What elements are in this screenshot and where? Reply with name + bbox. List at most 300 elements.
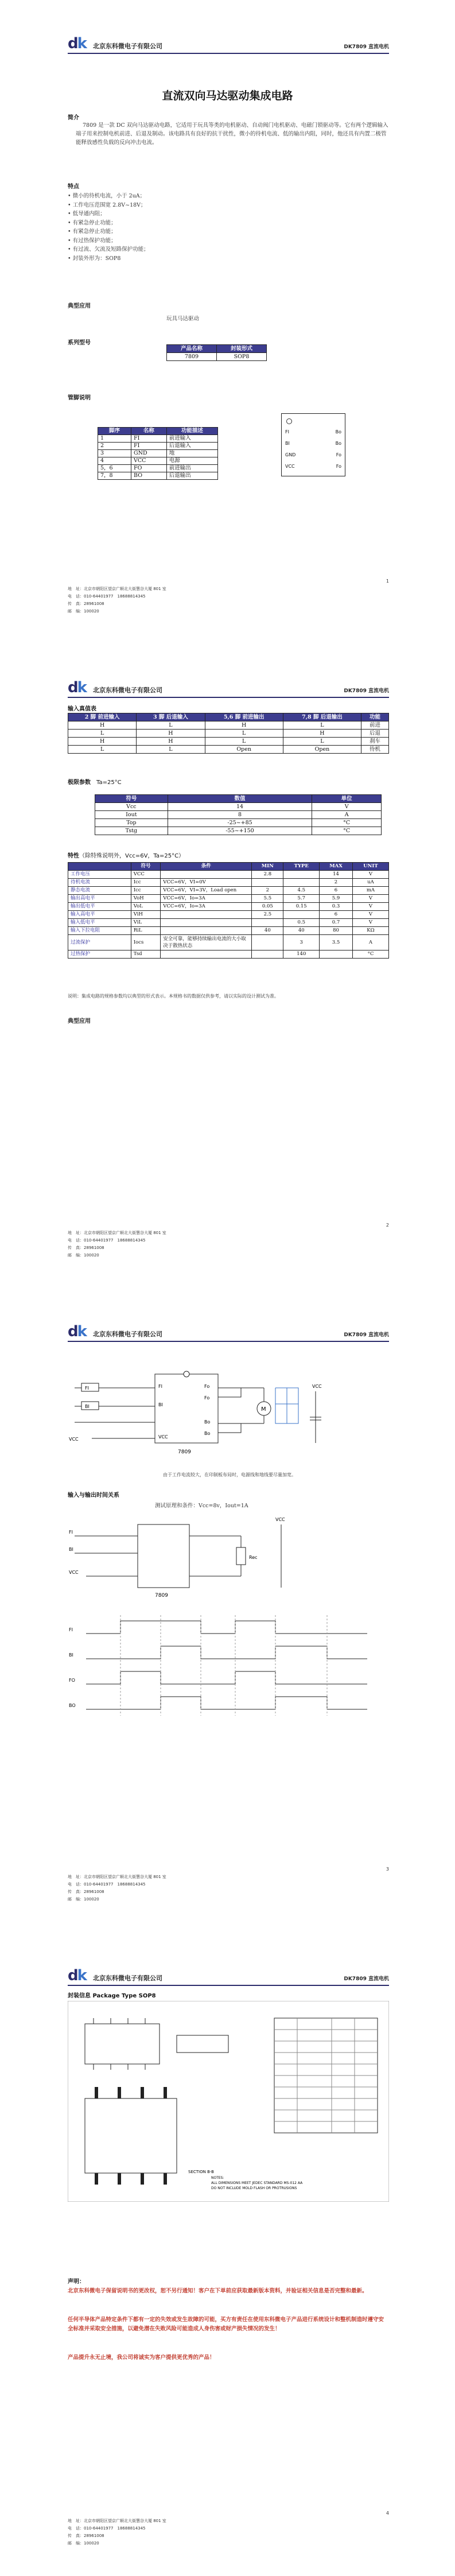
pin-cell: FO (131, 465, 167, 472)
capacitor-icon (310, 1391, 321, 1443)
pin-col-desc: 功能描述 (166, 428, 217, 435)
footer-fax: 28961008 (84, 1890, 104, 1894)
footer-fax: 28961008 (84, 1246, 104, 1250)
chip-pin-right: Fo (336, 464, 341, 469)
table-row (98, 472, 218, 480)
circuit-pin-label: BI (158, 1402, 163, 1407)
elec-cell: VoL (131, 903, 161, 911)
circuit-vcc-label: VCC (312, 1384, 322, 1389)
chip-pin-right: Bo (335, 441, 341, 446)
footer-address: 北京市朝阳区望京广顺北大街慧谷大厦 801 室 (84, 2519, 166, 2523)
footer-label: 邮 编： (68, 609, 84, 614)
test-output-wires (189, 1524, 281, 1588)
drawing-frame (68, 2001, 389, 2202)
test-circuit (69, 1513, 379, 1599)
footer-label: 传 真： (68, 602, 84, 606)
page-2 (0, 644, 455, 1288)
footer-label: 电 话： (68, 1238, 84, 1243)
pin-cell: FI (131, 443, 167, 450)
limits-cell: A (312, 811, 382, 819)
truth-cell: H (137, 730, 205, 738)
elec-cell: 6 (320, 887, 353, 895)
page-footer (68, 1223, 389, 1259)
elec-param: 输出高电平 (68, 895, 131, 903)
elec-cell: 2 (320, 879, 353, 887)
limits-cell: Vcc (95, 803, 168, 811)
footer-phone: 010-64401977 18688814345 (84, 2526, 146, 2531)
page-header (68, 1968, 389, 1986)
elec-cell: V (352, 871, 388, 879)
circuit-pin-label: Bo (204, 1419, 211, 1425)
circuit-input-label: FI (85, 1386, 89, 1391)
truth-cell: H (68, 738, 137, 746)
table-row (68, 746, 389, 754)
circuit-pin-label: FI (158, 1384, 162, 1389)
table-row (95, 811, 382, 819)
svg-text:M: M (261, 1406, 266, 1413)
company-logo: dk (68, 35, 86, 52)
truth-cell: L (137, 746, 205, 754)
elec-cell: 5.5 (252, 895, 283, 903)
pin-cell: 1 (98, 435, 131, 443)
pin-cell: FI (131, 435, 167, 443)
page-number: 1 (386, 579, 389, 584)
limits-cell: -25~+85 (168, 819, 312, 827)
footer-address: 北京市朝阳区望京广顺北大街慧谷大厦 801 室 (84, 1231, 166, 1235)
circuit-input-fi (81, 1383, 99, 1391)
footer-address: 北京市朝阳区望京广顺北大街慧谷大厦 801 室 (84, 1875, 166, 1879)
elec-cell: ViH (131, 911, 161, 919)
footer-label: 地 址： (68, 1875, 84, 1879)
footprint-pads (96, 2087, 165, 2185)
limits-cell: °C (312, 827, 382, 835)
truth-cell: L (68, 746, 137, 754)
footer-label: 地 址： (68, 1231, 84, 1235)
truth-cell: 刹车 (361, 738, 389, 746)
feature-item: • 有过热保护功能； (68, 236, 149, 246)
page-1 (0, 0, 455, 644)
page-header (68, 1324, 389, 1342)
limits-cell: °C (312, 819, 382, 827)
truth-cell: L (283, 738, 361, 746)
table-row (98, 457, 218, 465)
circuit-input-label: BI (85, 1404, 90, 1409)
elec-cell: Icc (131, 879, 161, 887)
pin-cell: 前进输出 (166, 465, 217, 472)
elec-cell: V (352, 919, 388, 927)
elec-cell: 4.5 (283, 887, 320, 895)
chip-pin-left: FI (285, 429, 289, 434)
pin-col-name: 名称 (131, 428, 167, 435)
product-table (166, 344, 267, 361)
page-header (68, 36, 389, 54)
part-number: DK7809 直流电机 (344, 688, 389, 694)
footer-label: 传 真： (68, 1890, 84, 1894)
footer-label: 邮 编： (68, 2541, 84, 2546)
feature-item: • 有过流、欠流及短路保护功能； (68, 245, 149, 254)
truth-cell: L (137, 721, 205, 730)
footer-label: 传 真： (68, 1246, 84, 1250)
elec-cell (252, 951, 283, 959)
truth-cell: H (205, 721, 283, 730)
footer-label: 电 话： (68, 1882, 84, 1887)
chip-pin-left: BI (285, 441, 290, 446)
feature-item: • 有紧急停止功能； (68, 227, 149, 236)
pin-table (98, 427, 218, 480)
footer-label: 地 址： (68, 2519, 84, 2523)
company-logo: dk (68, 1967, 86, 1984)
footer-phone: 010-64401977 18688814345 (84, 594, 146, 599)
elec-cell: A (352, 935, 388, 951)
statement-para: 任何半导体产品特定条件下都有一定的失效或发生故障的可能，买方有责任在使用东科微电子产品进行系统设计和整机制造时遵守安全标准并采取安全措施，以避免潜在失败风险可能造成人身伤害或财产损失情况的发生！ (68, 2317, 384, 2332)
elec-cell: 40 (283, 927, 320, 935)
elec-cell: 6 (320, 911, 353, 919)
elec-cell (161, 911, 252, 919)
elec-param: 过流保护 (68, 935, 131, 951)
elec-col: 条件 (161, 863, 252, 871)
table-row (95, 827, 382, 835)
circuit-chip-notch (184, 1371, 189, 1377)
elec-col: UNIT (352, 863, 388, 871)
elec-cell (320, 951, 353, 959)
elec-cell: ViL (131, 919, 161, 927)
limits-cell: 8 (168, 811, 312, 819)
elec-cell: VCC=6V，Io=3A (161, 903, 252, 911)
elec-cell (161, 927, 252, 935)
chip-pin-right: Fo (336, 452, 341, 457)
limits-title: 极限参数 (68, 779, 91, 786)
elec-heading (68, 851, 184, 859)
elec-cell (161, 951, 252, 959)
company-name: 北京东科微电子有限公司 (93, 1974, 162, 1982)
limits-cell: Iout (95, 811, 168, 819)
truth-cell: Open (205, 746, 283, 754)
timing-diagram (69, 1609, 379, 1718)
page-4 (0, 1932, 455, 2576)
truth-cell: 后退 (361, 730, 389, 738)
elec-cell: 140 (283, 951, 320, 959)
waveform-fo (86, 1671, 367, 1684)
truth-col: 3 脚 后退输入 (137, 713, 205, 721)
applications-heading: 典型应用 (68, 303, 91, 309)
elec-param: 待机电流 (68, 879, 131, 887)
elec-cell (283, 871, 320, 879)
circuit-pin-label: Fo (204, 1384, 210, 1389)
elec-col: TYPE (283, 863, 320, 871)
test-input-label: FI (69, 1530, 73, 1535)
elec-col: MIN (252, 863, 283, 871)
elec-cell: Iocs (131, 935, 161, 951)
package-heading: 封装信息 Package Type SOP8 (68, 1993, 156, 1999)
test-input-label: BI (69, 1547, 73, 1552)
limits-cell: Top (95, 819, 168, 827)
features-heading: 特点 (68, 184, 79, 190)
footer-label: 邮 编： (68, 1253, 84, 1258)
elec-cell: 0.5 (283, 919, 320, 927)
table-row (68, 738, 389, 746)
table-row (68, 911, 389, 919)
elec-cell: V (352, 903, 388, 911)
elec-cell (252, 919, 283, 927)
table-row (68, 730, 389, 738)
elec-cell: KΩ (352, 927, 388, 935)
elec-param: 输入低电平 (68, 919, 131, 927)
elec-cell: 安全可靠，能够持续输出电流的大小取决于散热状态 (161, 935, 252, 951)
elec-cell (252, 935, 283, 951)
load-label: Rec (249, 1555, 258, 1560)
table-row (98, 465, 218, 472)
pin-cell: 3 (98, 450, 131, 457)
elec-cell: V (352, 911, 388, 919)
page-footer (68, 579, 389, 615)
footer-postcode: 100020 (84, 2541, 99, 2546)
footer-fax: 28961008 (84, 602, 104, 606)
company-logo: dk (68, 679, 86, 696)
truth-cell: H (68, 721, 137, 730)
elec-table (68, 862, 389, 959)
truth-cell: Open (283, 746, 361, 754)
chip-pin-left: GND (285, 452, 296, 457)
limits-cell: V (312, 803, 382, 811)
elec-param: 输入高电平 (68, 911, 131, 919)
test-chip-label: 7809 (155, 1593, 168, 1599)
elec-cell: VCC (131, 871, 161, 879)
table-row (68, 927, 389, 935)
pin-cell: 7，8 (98, 472, 131, 480)
feature-item: • 工作电压范围宽 2.8V~18V； (68, 201, 149, 210)
limits-col: 符号 (95, 795, 168, 803)
pin-cell: 2 (98, 443, 131, 450)
pin-cell: 后退输入 (166, 443, 217, 450)
typical-heading: 典型应用 (68, 1018, 91, 1025)
package-side-view (177, 2035, 228, 2053)
part-number: DK7809 直流电机 (344, 1976, 389, 1982)
circuit-pin-label: Fo (204, 1395, 210, 1400)
page-header (68, 680, 389, 698)
feature-item: • 有紧急停止功能； (68, 219, 149, 228)
test-chip-body (138, 1524, 189, 1588)
truth-col: 功能 (361, 713, 389, 721)
company-name: 北京东科微电子有限公司 (93, 1330, 162, 1338)
limits-heading (68, 777, 122, 786)
pins-heading: 管脚说明 (68, 395, 91, 401)
elec-col: 符号 (131, 863, 161, 871)
table-row (98, 450, 218, 457)
feature-item: • 低导通内阻； (68, 210, 149, 219)
product-cell: 7809 (167, 353, 217, 361)
package-footprint (85, 2098, 177, 2173)
footer-label: 电 话： (68, 594, 84, 599)
package-notes: NOTES: ALL DIMENSIONS MEET JEDEC STANDARD MS-012 AA DO NOT INCLUDE MOLD FLASH OR PROTRUSIONS (211, 2176, 303, 2190)
document-title: 直流双向马达驱动集成电路 (162, 90, 293, 102)
elec-cell: 3.5 (320, 935, 353, 951)
statement-heading: 声明： (68, 2279, 85, 2285)
page-footer (68, 2511, 389, 2547)
wave-label: BO (69, 1703, 76, 1708)
elec-cell: 0.7 (320, 919, 353, 927)
truth-cell: H (283, 730, 361, 738)
elec-cell: VCC=6V，Io=3A (161, 895, 252, 903)
elec-cell: VoH (131, 895, 161, 903)
chip-pin-right: Bo (335, 429, 341, 434)
elec-cell (161, 871, 252, 879)
part-number: DK7809 直流电机 (344, 44, 389, 50)
chip-pin-left: VCC (285, 464, 295, 469)
elec-cell: 2.8 (252, 871, 283, 879)
table-row (68, 919, 389, 927)
feature-item: • 封装外形为：SOP8 (68, 254, 149, 263)
circuit-chip-label: 7809 (178, 1449, 191, 1455)
circuit-input-bi (81, 1402, 99, 1410)
table-row (68, 935, 389, 951)
truth-col: 7,8 脚 后退输出 (283, 713, 361, 721)
table-row (68, 879, 389, 887)
truth-col: 5,6 脚 前进输出 (205, 713, 283, 721)
io-heading: 输入与输出时间关系 (68, 1492, 119, 1499)
elec-cell: VCC=6V，VI=0V (161, 879, 252, 887)
footer-label: 电 话： (68, 2526, 84, 2531)
pin-cell: 后退输出 (166, 472, 217, 480)
elec-cell: 0.15 (283, 903, 320, 911)
elec-cell (161, 919, 252, 927)
package-leads (94, 2018, 145, 2070)
product-col-name: 产品名称 (167, 345, 217, 353)
statement-para: 北京东科微电子保留说明书的更改权，恕不另行通知！客户在下单前应获取最新版本资料，并验证相关信息是否完整和最新。 (68, 2288, 368, 2294)
elec-cell (283, 879, 320, 887)
product-col-package: 封装形式 (217, 345, 267, 353)
package-top-view (85, 2024, 160, 2064)
page-footer (68, 1867, 389, 1903)
truth-cell: L (205, 738, 283, 746)
package-drawing (68, 2001, 389, 2202)
table-row (95, 819, 382, 827)
footer-phone: 010-64401977 18688814345 (84, 1882, 146, 1887)
elec-cell: 2 (252, 887, 283, 895)
waveform-bo (86, 1697, 367, 1709)
elec-cell: 40 (252, 927, 283, 935)
dimension-grid (274, 2018, 378, 2133)
elec-cell (283, 911, 320, 919)
intro-text: 7809 是一款 DC 双向马达驱动电路，它适用于玩具等类的电机驱动、自动阀门电机驱动、电磁门锁驱动等。它有两个逻辑输入端子用来控制电机前进、后退及制动。该电路具有良好的抗干扰性，微小的待机电流、低的输出内阻，同时，他还具有内置二极管能释放感性负载的反向冲击电流。 (76, 122, 388, 146)
limits-cell: -55~+150 (168, 827, 312, 835)
limits-cell: Tstg (95, 827, 168, 835)
limits-condition: Ta=25°C (96, 779, 122, 786)
elec-col: MAX (320, 863, 353, 871)
pin-cell: 5，6 (98, 465, 131, 472)
waveform-fi (86, 1621, 367, 1634)
elec-cell: Tsd (131, 951, 161, 959)
elec-cell: Icc (131, 887, 161, 895)
test-condition: 测试原理和条件：Vcc=8v，Iout=1A (155, 1503, 248, 1509)
footer-label: 地 址： (68, 587, 84, 591)
truth-cell: L (205, 730, 283, 738)
table-row (68, 887, 389, 895)
elec-cell: 0.05 (252, 903, 283, 911)
elec-param: 静态电流 (68, 887, 131, 895)
circuit-input-wires (75, 1388, 155, 1438)
elec-title: 特性 (68, 853, 79, 859)
features-list (68, 192, 149, 263)
truth-cell: 待机 (361, 746, 389, 754)
footer-postcode: 100020 (84, 1897, 99, 1902)
company-name: 北京东科微电子有限公司 (93, 42, 162, 50)
pin-cell: 电源 (166, 457, 217, 465)
circuit-pin-label: Bo (204, 1431, 211, 1436)
elec-cell: 2.5 (252, 911, 283, 919)
elec-cell: 5.9 (320, 895, 353, 903)
pin-cell: BO (131, 472, 167, 480)
elec-param: 过热保护 (68, 951, 131, 959)
table-row (68, 903, 389, 911)
company-name: 北京东科微电子有限公司 (93, 686, 162, 694)
feature-item: • 微小的待机电流，小于 2uA； (68, 192, 149, 201)
test-input-wires (75, 1536, 138, 1576)
footer-phone: 010-64401977 18688814345 (84, 1238, 146, 1243)
elec-param: 输入下拉电阻 (68, 927, 131, 935)
circuit-vcc-label: VCC (69, 1437, 79, 1442)
wave-label: BI (69, 1652, 73, 1658)
elec-cell: uA (352, 879, 388, 887)
application-circuit (69, 1363, 379, 1460)
pin-cell: GND (131, 450, 167, 457)
elec-param: 输出低电平 (68, 903, 131, 911)
elec-cell: VCC=6V，VI=3V，Load open (161, 887, 252, 895)
page-number: 4 (386, 2511, 389, 2516)
page-number: 3 (386, 1867, 389, 1872)
diode-bridge-icon (275, 1388, 298, 1423)
limits-col: 数值 (168, 795, 312, 803)
table-row (68, 951, 389, 959)
load-resistor-icon (236, 1547, 246, 1565)
footer-label: 传 真： (68, 2534, 84, 2538)
footer-label: 邮 编： (68, 1897, 84, 1902)
pinout-diagram (281, 413, 345, 476)
elec-cell (252, 879, 283, 887)
pin-cell: 地 (166, 450, 217, 457)
truth-col: 2 脚 前进输入 (68, 713, 137, 721)
elec-param: 工作电压 (68, 871, 131, 879)
truth-cell: L (68, 730, 137, 738)
applications-text: 玩具马达驱动 (166, 316, 200, 322)
elec-cell: 14 (320, 871, 353, 879)
truth-heading: 输入真值表 (68, 706, 96, 712)
pin-col-number: 脚序 (98, 428, 131, 435)
truth-table (68, 713, 389, 754)
table-row (68, 895, 389, 903)
truth-cell: H (137, 738, 205, 746)
company-logo: dk (68, 1323, 86, 1340)
waveform-bi (86, 1646, 367, 1659)
table-row (68, 871, 389, 879)
elec-note: 说明：集成电路的规格参数均以典型的形式表示。本规格书的数据仅供参考，请以实际的设计测试为准。 (68, 994, 279, 999)
pin-cell: VCC (131, 457, 167, 465)
truth-cell: L (283, 721, 361, 730)
table-row (98, 435, 218, 443)
part-number: DK7809 直流电机 (344, 1332, 389, 1338)
limits-cell: 14 (168, 803, 312, 811)
pin-cell: 前进输入 (166, 435, 217, 443)
footer-address: 北京市朝阳区望京广顺北大街慧谷大厦 801 室 (84, 587, 166, 591)
elec-condition: （除特殊说明外，Vcc=6V，Ta=25°C） (79, 853, 185, 859)
table-row (68, 721, 389, 730)
wave-label: FI (69, 1627, 73, 1632)
limits-col: 单位 (312, 795, 382, 803)
page-number: 2 (386, 1223, 389, 1228)
test-vcc-label: VCC (69, 1570, 79, 1575)
elec-cell: V (352, 895, 388, 903)
intro-heading: 简介 (68, 115, 79, 121)
elec-cell: RiL (131, 927, 161, 935)
